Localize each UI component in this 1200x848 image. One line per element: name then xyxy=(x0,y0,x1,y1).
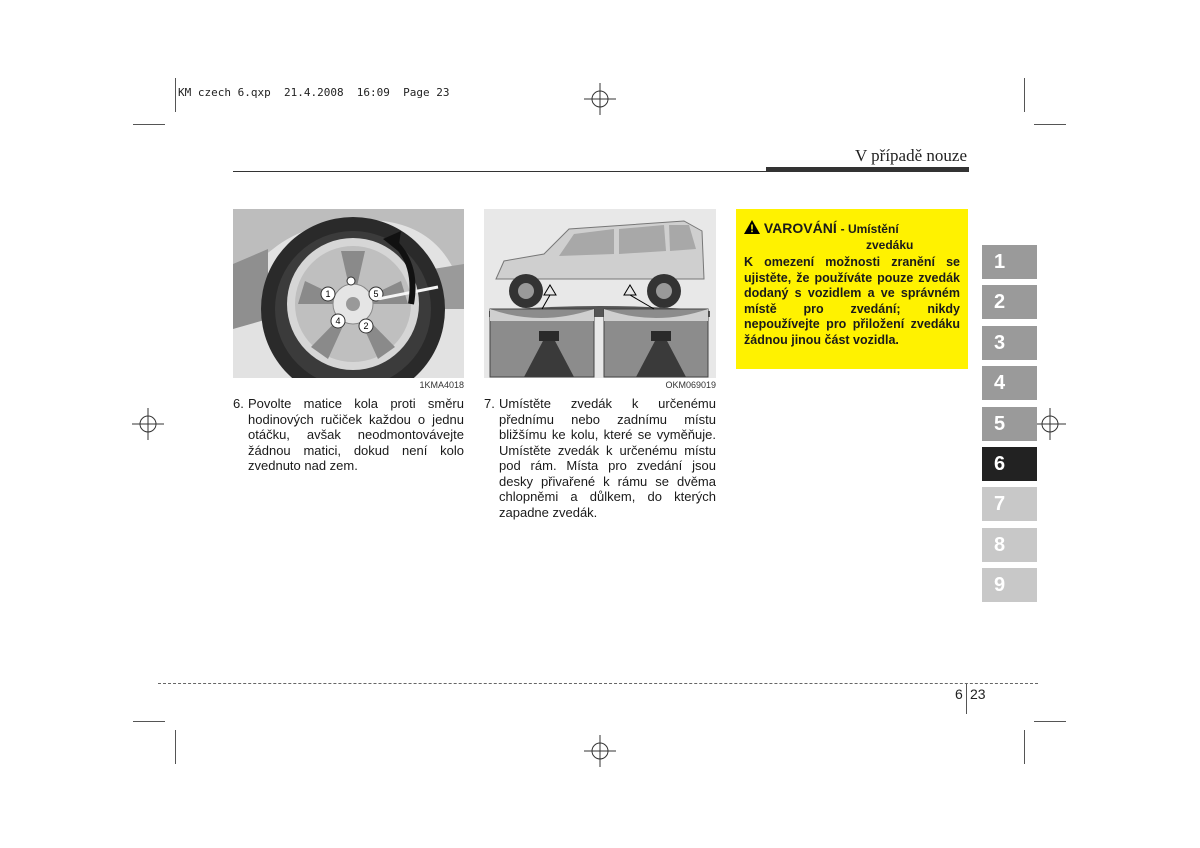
jack-illustration xyxy=(484,209,716,378)
crop-mark xyxy=(1024,730,1025,764)
chapter-tab-8[interactable]: 8 xyxy=(982,528,1037,562)
figure-wheel-nuts xyxy=(233,209,464,378)
step-item xyxy=(484,396,716,520)
registration-mark-icon xyxy=(1034,408,1066,440)
footer-chapter: 6 xyxy=(955,686,963,702)
wheel-illustration xyxy=(233,209,464,378)
crop-mark xyxy=(175,78,176,112)
figure-jack-position xyxy=(484,209,716,378)
crop-mark xyxy=(133,721,165,722)
step-number: 6. xyxy=(233,396,244,411)
warning-triangle-icon xyxy=(744,220,760,234)
chapter-tab-7[interactable]: 7 xyxy=(982,487,1037,521)
step-text: Povolte matice kola proti směru hodinových ručiček každou o jednu otáčku, avšak neodmontovávejte žádnou matici, dokud není kolo zvednuto nad zem. xyxy=(248,396,464,473)
warning-body: K omezení možnosti zranění se ujistěte, že používáte pouze zvedák dodaný s vozidlem a ve správném místě pro zvedání; nikdy nepoužívejte pro přiložení zvedáku žádnou jinou část vozidla. xyxy=(744,255,960,347)
warning-heading xyxy=(744,220,899,236)
registration-mark-icon xyxy=(132,408,164,440)
svg-text:5: 5 xyxy=(373,289,379,299)
registration-mark-icon xyxy=(584,83,616,115)
crop-mark xyxy=(133,124,165,125)
svg-text:2: 2 xyxy=(363,321,369,331)
warning-subtitle-continued: zvedáku xyxy=(866,238,914,252)
section-title: V případě nouze xyxy=(854,146,967,165)
footer-page: 23 xyxy=(970,686,986,702)
crop-mark xyxy=(1034,721,1066,722)
svg-text:4: 4 xyxy=(335,316,341,326)
warning-title: VAROVÁNÍ xyxy=(763,220,837,236)
crop-mark xyxy=(1034,124,1066,125)
warning-subtitle: - Umístění xyxy=(840,222,899,236)
figure-caption: 1KMA4018 xyxy=(419,380,464,390)
header-rule-accent xyxy=(766,167,969,172)
chapter-tab-5[interactable]: 5 xyxy=(982,407,1037,441)
warning-box xyxy=(736,209,968,369)
print-info: KM czech 6.qxp 21.4.2008 16:09 Page 23 xyxy=(178,86,450,99)
chapter-tab-1[interactable]: 1 xyxy=(982,245,1037,279)
chapter-tab-2[interactable]: 2 xyxy=(982,285,1037,319)
figure-caption: OKM069019 xyxy=(665,380,716,390)
chapter-tab-4[interactable]: 4 xyxy=(982,366,1037,400)
step-number: 7. xyxy=(484,396,495,411)
crop-mark xyxy=(1024,78,1025,112)
crop-mark xyxy=(175,730,176,764)
chapter-tab-9[interactable]: 9 xyxy=(982,568,1037,602)
footer-separator xyxy=(966,684,967,714)
svg-text:1: 1 xyxy=(325,289,331,299)
chapter-tab-3[interactable]: 3 xyxy=(982,326,1037,360)
registration-mark-icon xyxy=(584,735,616,767)
step-item xyxy=(233,396,464,474)
footer-rule xyxy=(158,683,1038,684)
chapter-tab-6[interactable]: 6 xyxy=(982,447,1037,481)
step-text: Umístěte zvedák k určenému přednímu nebo zadnímu místu bližšímu ke kolu, které se vyměňuje. Umístěte zvedák k určenému místu pod rám. Místa pro zvedání jsou desky přivařené k rámu se dvěma chlopněmi a důlkem, do kterých zapadne zvedák. xyxy=(499,396,716,520)
